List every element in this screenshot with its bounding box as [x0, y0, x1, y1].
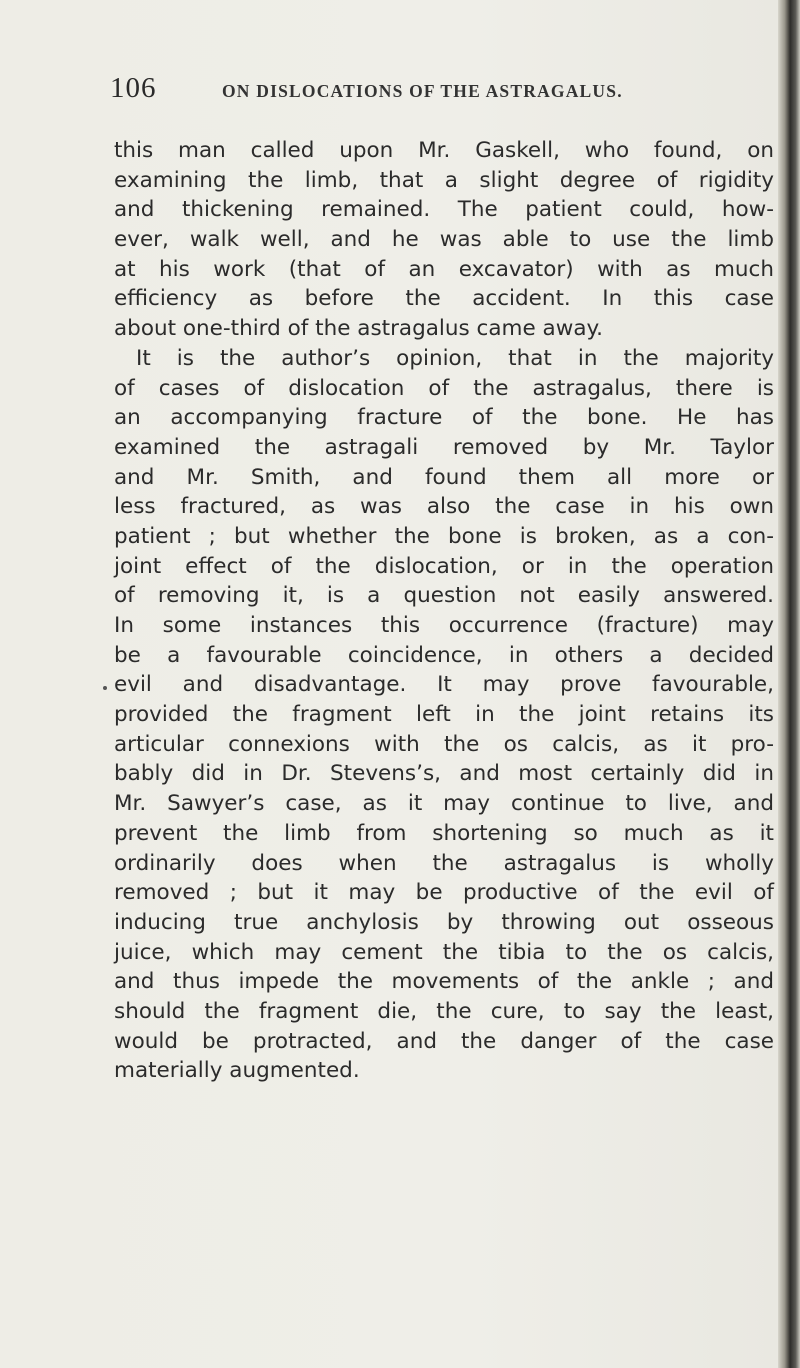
text-line: and thus impede the movements of the ankle ; and [114, 969, 774, 995]
text-line: should the fragment die, the cure, to say the least, [114, 998, 774, 1024]
text-line: this man called upon Mr. Gaskell, who found, on [114, 138, 774, 163]
body-text [114, 136, 774, 1086]
text-line: joint effect of the dislocation, or in the operation [114, 553, 774, 579]
text-line: Mr. Sawyer’s case, as it may continue to live, and [114, 791, 774, 817]
running-head: ON DISLOCATIONS OF THE ASTRAGALUS. [222, 81, 623, 101]
text-line: removed ; but it may be productive of the evil of [114, 880, 774, 906]
text-line: be a favourable coincidence, in others a decided [114, 642, 774, 668]
text-line: of removing it, is a question not easily answered. [114, 583, 774, 609]
text-line: examining the limb, that a slight degree of rigidity [114, 167, 774, 193]
text-line: bably did in Dr. Stevens’s, and most certainly did in [114, 761, 774, 787]
text-line: of cases of dislocation of the astragalus, there is [114, 375, 774, 401]
book-binding-edge [778, 0, 800, 1368]
text-line: juice, which may cement the tibia to the os calcis, [114, 939, 774, 965]
text-line: patient ; but whether the bone is broken, as a con- [114, 523, 774, 549]
text-line: and Mr. Smith, and found them all more or [114, 464, 774, 490]
text-line: efficiency as before the accident. In this case [114, 286, 774, 312]
text-line: examined the astragali removed by Mr. Taylor [114, 434, 774, 460]
text-line: It is the author’s opinion, that in the majority [136, 345, 774, 371]
text-line: ever, walk well, and he was able to use the limb [114, 227, 774, 253]
text-line: ordinarily does when the astragalus is wholly [114, 850, 774, 876]
text-line: articular connexions with the os calcis, as it pro- [114, 731, 774, 757]
page-number: 106 [110, 72, 157, 104]
text-line: would be protracted, and the danger of the case [114, 1028, 774, 1054]
text-line: and thickening remained. The patient could, how- [114, 197, 774, 223]
margin-mark [103, 686, 107, 690]
text-line: inducing true anchylosis by throwing out osseous [114, 909, 774, 935]
text-line: about one-third of the astragalus came away. [114, 316, 603, 342]
text-line: an accompanying fracture of the bone. He has [114, 405, 774, 431]
text-line: provided the fragment left in the joint retains its [114, 702, 774, 728]
text-line: materially augmented. [114, 1058, 360, 1084]
text-line: less fractured, as was also the case in his own [114, 494, 774, 520]
text-line: at his work (that of an excavator) with as much [114, 256, 774, 282]
text-line: prevent the limb from shortening so much as it [114, 820, 774, 846]
text-line: In some instances this occurrence (fracture) may [114, 613, 774, 638]
page-header [110, 72, 690, 112]
text-line: evil and disadvantage. It may prove favourable, [114, 672, 774, 698]
